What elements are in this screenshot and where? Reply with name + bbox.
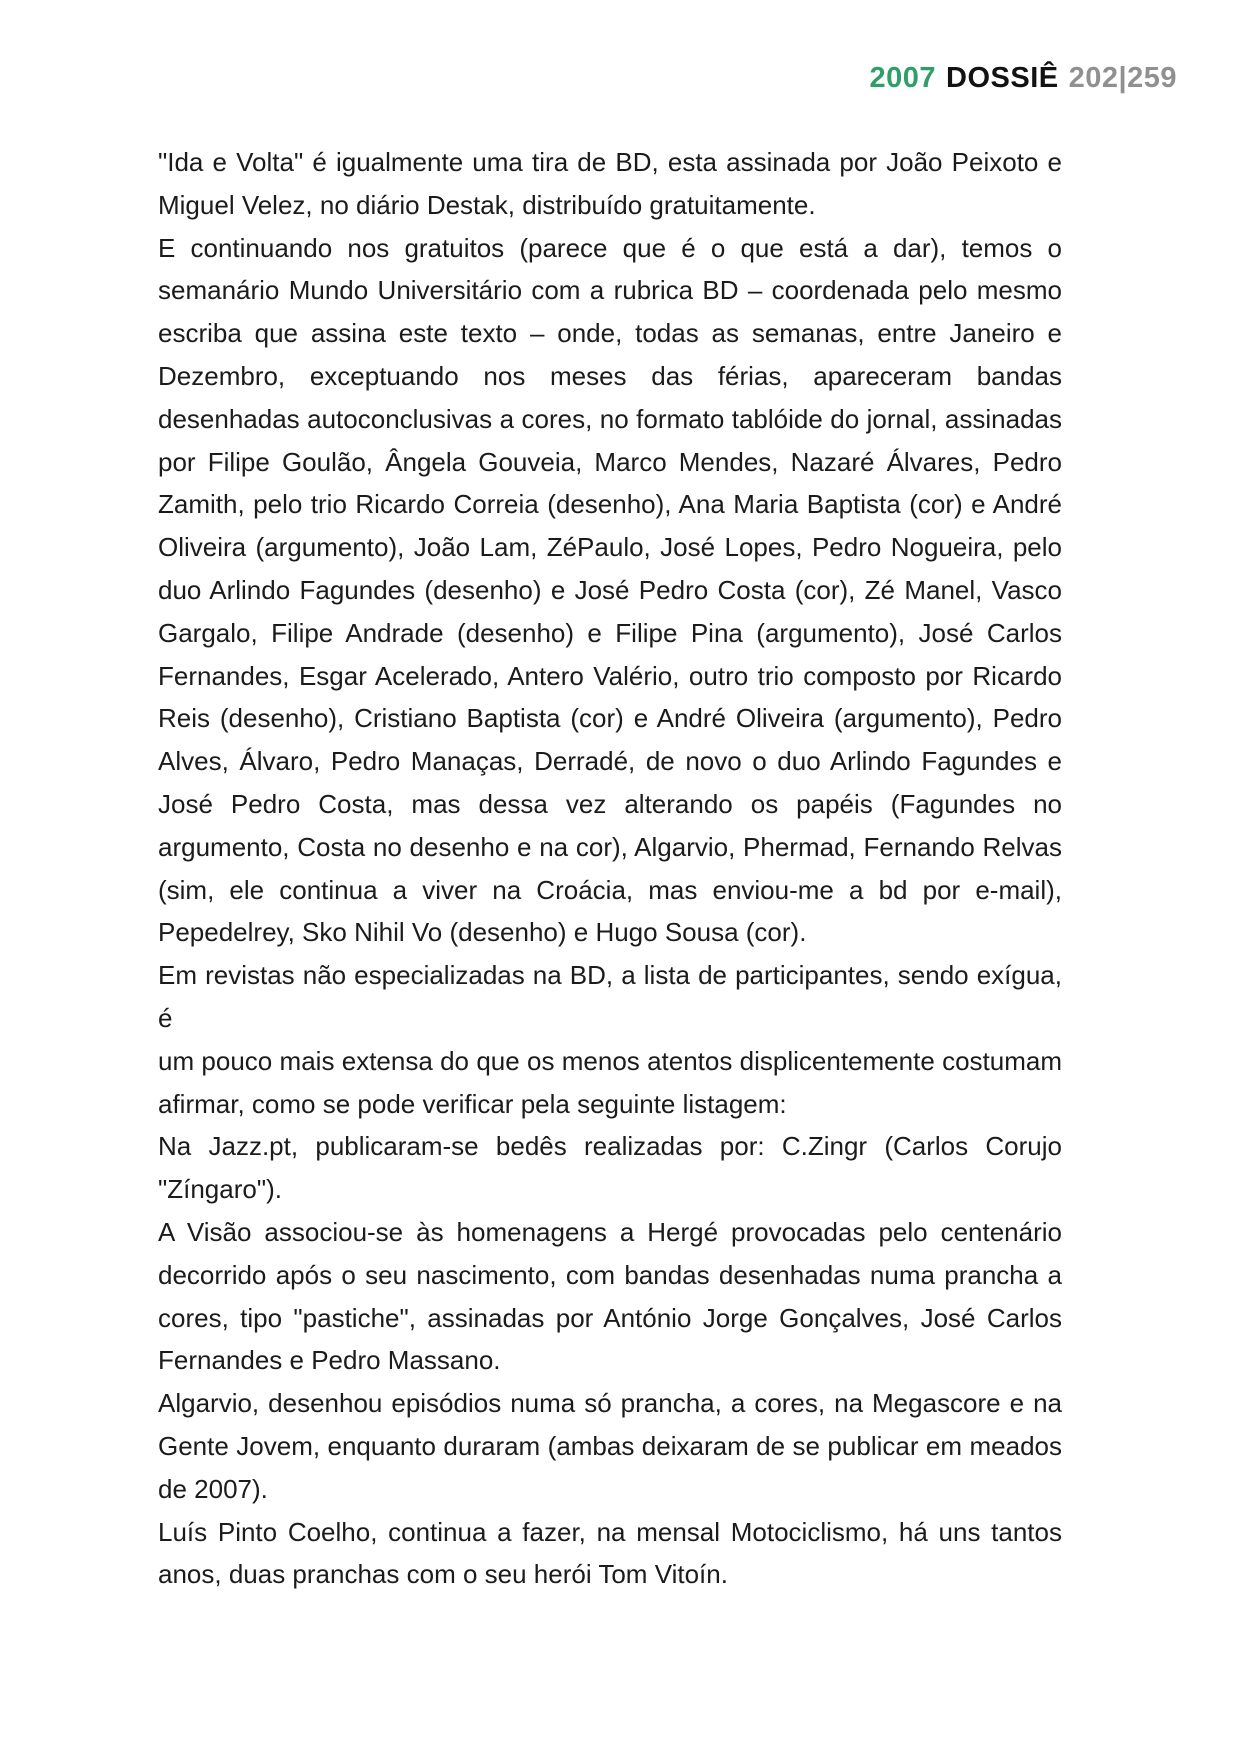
text-line: anos, duas pranchas com o seu herói Tom Vitoín. bbox=[158, 1559, 728, 1590]
text-line: Pepedelrey, Sko Nihil Vo (desenho) e Hugo Sousa (cor). bbox=[158, 917, 807, 948]
text-line: Miguel Velez, no diário Destak, distribuído gratuitamente. bbox=[158, 189, 816, 220]
text-line: duo Arlindo Fagundes (desenho) e José Pedro Costa (cor), Zé Manel, Vasco bbox=[158, 574, 1062, 605]
text-line: escriba que assina este texto – onde, todas as semanas, entre Janeiro e bbox=[158, 318, 1062, 349]
text-line: "Ida e Volta" é igualmente uma tira de BD, esta assinada por João Peixoto e bbox=[158, 147, 1062, 177]
text-line: Alves, Álvaro, Pedro Manaças, Derradé, de novo o duo Arlindo Fagundes e bbox=[158, 746, 1062, 777]
text-line: cores, tipo "pastiche", assinadas por António Jorge Gonçalves, José Carlos bbox=[158, 1302, 1062, 1333]
text-line: A Visão associou-se às homenagens a Hergé provocadas pelo centenário bbox=[158, 1216, 1062, 1247]
text-line: afirmar, como se pode verificar pela seguinte listagem: bbox=[158, 1088, 787, 1119]
text-line: de 2007). bbox=[158, 1473, 268, 1504]
header-year: 2007 bbox=[869, 62, 937, 94]
header-section-title: DOSSIÊ bbox=[946, 62, 1059, 94]
text-line: Gargalo, Filipe Andrade (desenho) e Filipe Pina (argumento), José Carlos bbox=[158, 617, 1062, 648]
text-line: Algarvio, desenhou episódios numa só prancha, a cores, na Megascore e na bbox=[158, 1388, 1062, 1419]
text-line: Oliveira (argumento), João Lam, ZéPaulo, José Lopes, Pedro Nogueira, pelo bbox=[158, 532, 1062, 563]
text-line: um pouco mais extensa do que os menos atentos displicentemente costumam bbox=[158, 1045, 1062, 1076]
text-line: (sim, ele continua a viver na Croácia, mas enviou-me a bd por e-mail), bbox=[158, 874, 1062, 905]
text-line: Na Jazz.pt, publicaram-se bedês realizadas por: C.Zingr (Carlos Corujo bbox=[158, 1131, 1062, 1162]
text-line: semanário Mundo Universitário com a rubrica BD – coordenada pelo mesmo bbox=[158, 275, 1062, 306]
text-line: Em revistas não especializadas na BD, a lista de participantes, sendo exígua, é bbox=[158, 960, 1062, 1033]
text-line: E continuando nos gratuitos (parece que é o que está a dar), temos o bbox=[158, 232, 1062, 263]
text-line: desenhadas autoconclusivas a cores, no formato tablóide do jornal, assinadas bbox=[158, 403, 1062, 434]
text-line: Fernandes, Esgar Acelerado, Antero Valério, outro trio composto por Ricardo bbox=[158, 660, 1062, 691]
text-line: Luís Pinto Coelho, continua a fazer, na mensal Motociclismo, há uns tantos bbox=[158, 1516, 1062, 1547]
header-page-numbers: 202|259 bbox=[1068, 62, 1177, 94]
text-line: argumento, Costa no desenho e na cor), Algarvio, Phermad, Fernando Relvas bbox=[158, 831, 1062, 862]
text-line: Gente Jovem, enquanto duraram (ambas deixaram de se publicar em meados bbox=[158, 1430, 1062, 1461]
page-header bbox=[870, 60, 1178, 96]
text-line: Fernandes e Pedro Massano. bbox=[158, 1345, 501, 1376]
text-line: decorrido após o seu nascimento, com bandas desenhadas numa prancha a bbox=[158, 1259, 1062, 1290]
body-text-block bbox=[158, 141, 1062, 1596]
text-line: Dezembro, exceptuando nos meses das férias, apareceram bandas bbox=[158, 360, 1062, 391]
text-line: Zamith, pelo trio Ricardo Correia (desenho), Ana Maria Baptista (cor) e André bbox=[158, 489, 1062, 520]
text-line: Reis (desenho), Cristiano Baptista (cor) e André Oliveira (argumento), Pedro bbox=[158, 703, 1062, 734]
text-line: por Filipe Goulão, Ângela Gouveia, Marco Mendes, Nazaré Álvares, Pedro bbox=[158, 446, 1062, 477]
text-line: José Pedro Costa, mas dessa vez alterando os papéis (Fagundes no bbox=[158, 788, 1062, 819]
text-line: "Zíngaro"). bbox=[158, 1174, 282, 1205]
